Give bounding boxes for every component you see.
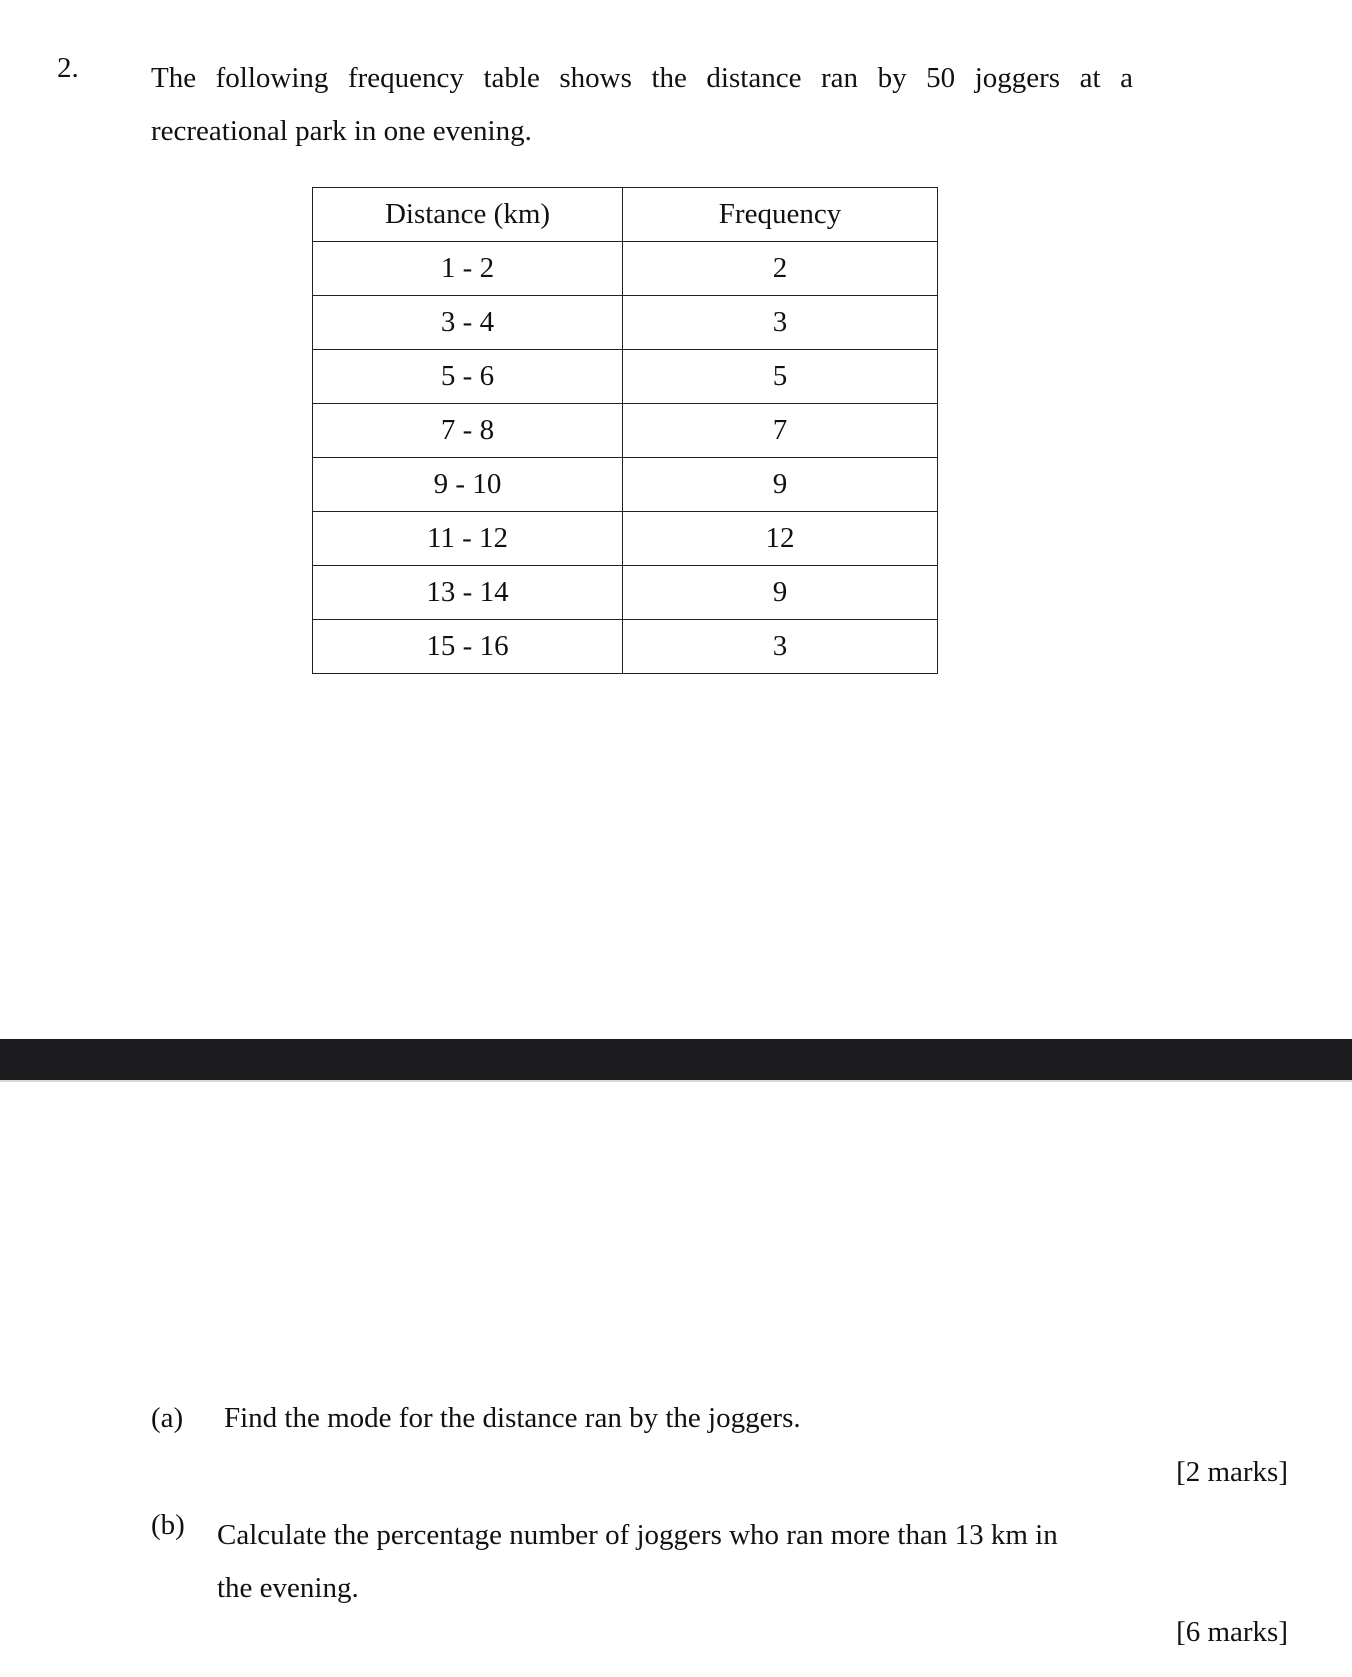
- table-row: [313, 566, 938, 620]
- frequency-cell: 7: [623, 404, 938, 458]
- frequency-cell: 3: [623, 620, 938, 674]
- frequency-cell: 12: [623, 512, 938, 566]
- distance-cell: 5 - 6: [313, 350, 623, 404]
- question-number: 2.: [57, 52, 79, 84]
- frequency-cell: 9: [623, 458, 938, 512]
- distance-cell: 9 - 10: [313, 458, 623, 512]
- table-row: [313, 512, 938, 566]
- part-b-text-line-2: the evening.: [217, 1572, 359, 1604]
- part-b-text: [217, 1509, 1117, 1615]
- part-a-label: (a): [151, 1402, 184, 1434]
- frequency-table: [312, 187, 938, 674]
- question-text-line-2: recreational park in one evening.: [151, 115, 532, 147]
- header-frequency: Frequency: [623, 188, 938, 242]
- part-b-marks: [6 marks]: [1176, 1616, 1288, 1648]
- part-a-marks: [2 marks]: [1176, 1456, 1288, 1488]
- question-text-line-1: The following frequency table shows the distance ran by 50 joggers at a: [151, 62, 1133, 94]
- table-header-row: [313, 188, 938, 242]
- page-divider-bar: [0, 1039, 1352, 1082]
- distance-cell: 15 - 16: [313, 620, 623, 674]
- header-distance: Distance (km): [313, 188, 623, 242]
- part-b-label: (b): [151, 1509, 185, 1541]
- table-row: [313, 404, 938, 458]
- distance-cell: 3 - 4: [313, 296, 623, 350]
- frequency-cell: 2: [623, 242, 938, 296]
- distance-cell: 13 - 14: [313, 566, 623, 620]
- part-a-text: Find the mode for the distance ran by the joggers.: [224, 1402, 801, 1434]
- frequency-cell: 5: [623, 350, 938, 404]
- question-text: [151, 52, 1133, 158]
- distance-cell: 7 - 8: [313, 404, 623, 458]
- table-row: [313, 458, 938, 512]
- frequency-cell: 3: [623, 296, 938, 350]
- part-b-text-line-1: Calculate the percentage number of joggers who ran more than 13 km in: [217, 1519, 1058, 1551]
- frequency-cell: 9: [623, 566, 938, 620]
- table-row: [313, 350, 938, 404]
- table-row: [313, 242, 938, 296]
- table-row: [313, 296, 938, 350]
- distance-cell: 11 - 12: [313, 512, 623, 566]
- distance-cell: 1 - 2: [313, 242, 623, 296]
- table-row: [313, 620, 938, 674]
